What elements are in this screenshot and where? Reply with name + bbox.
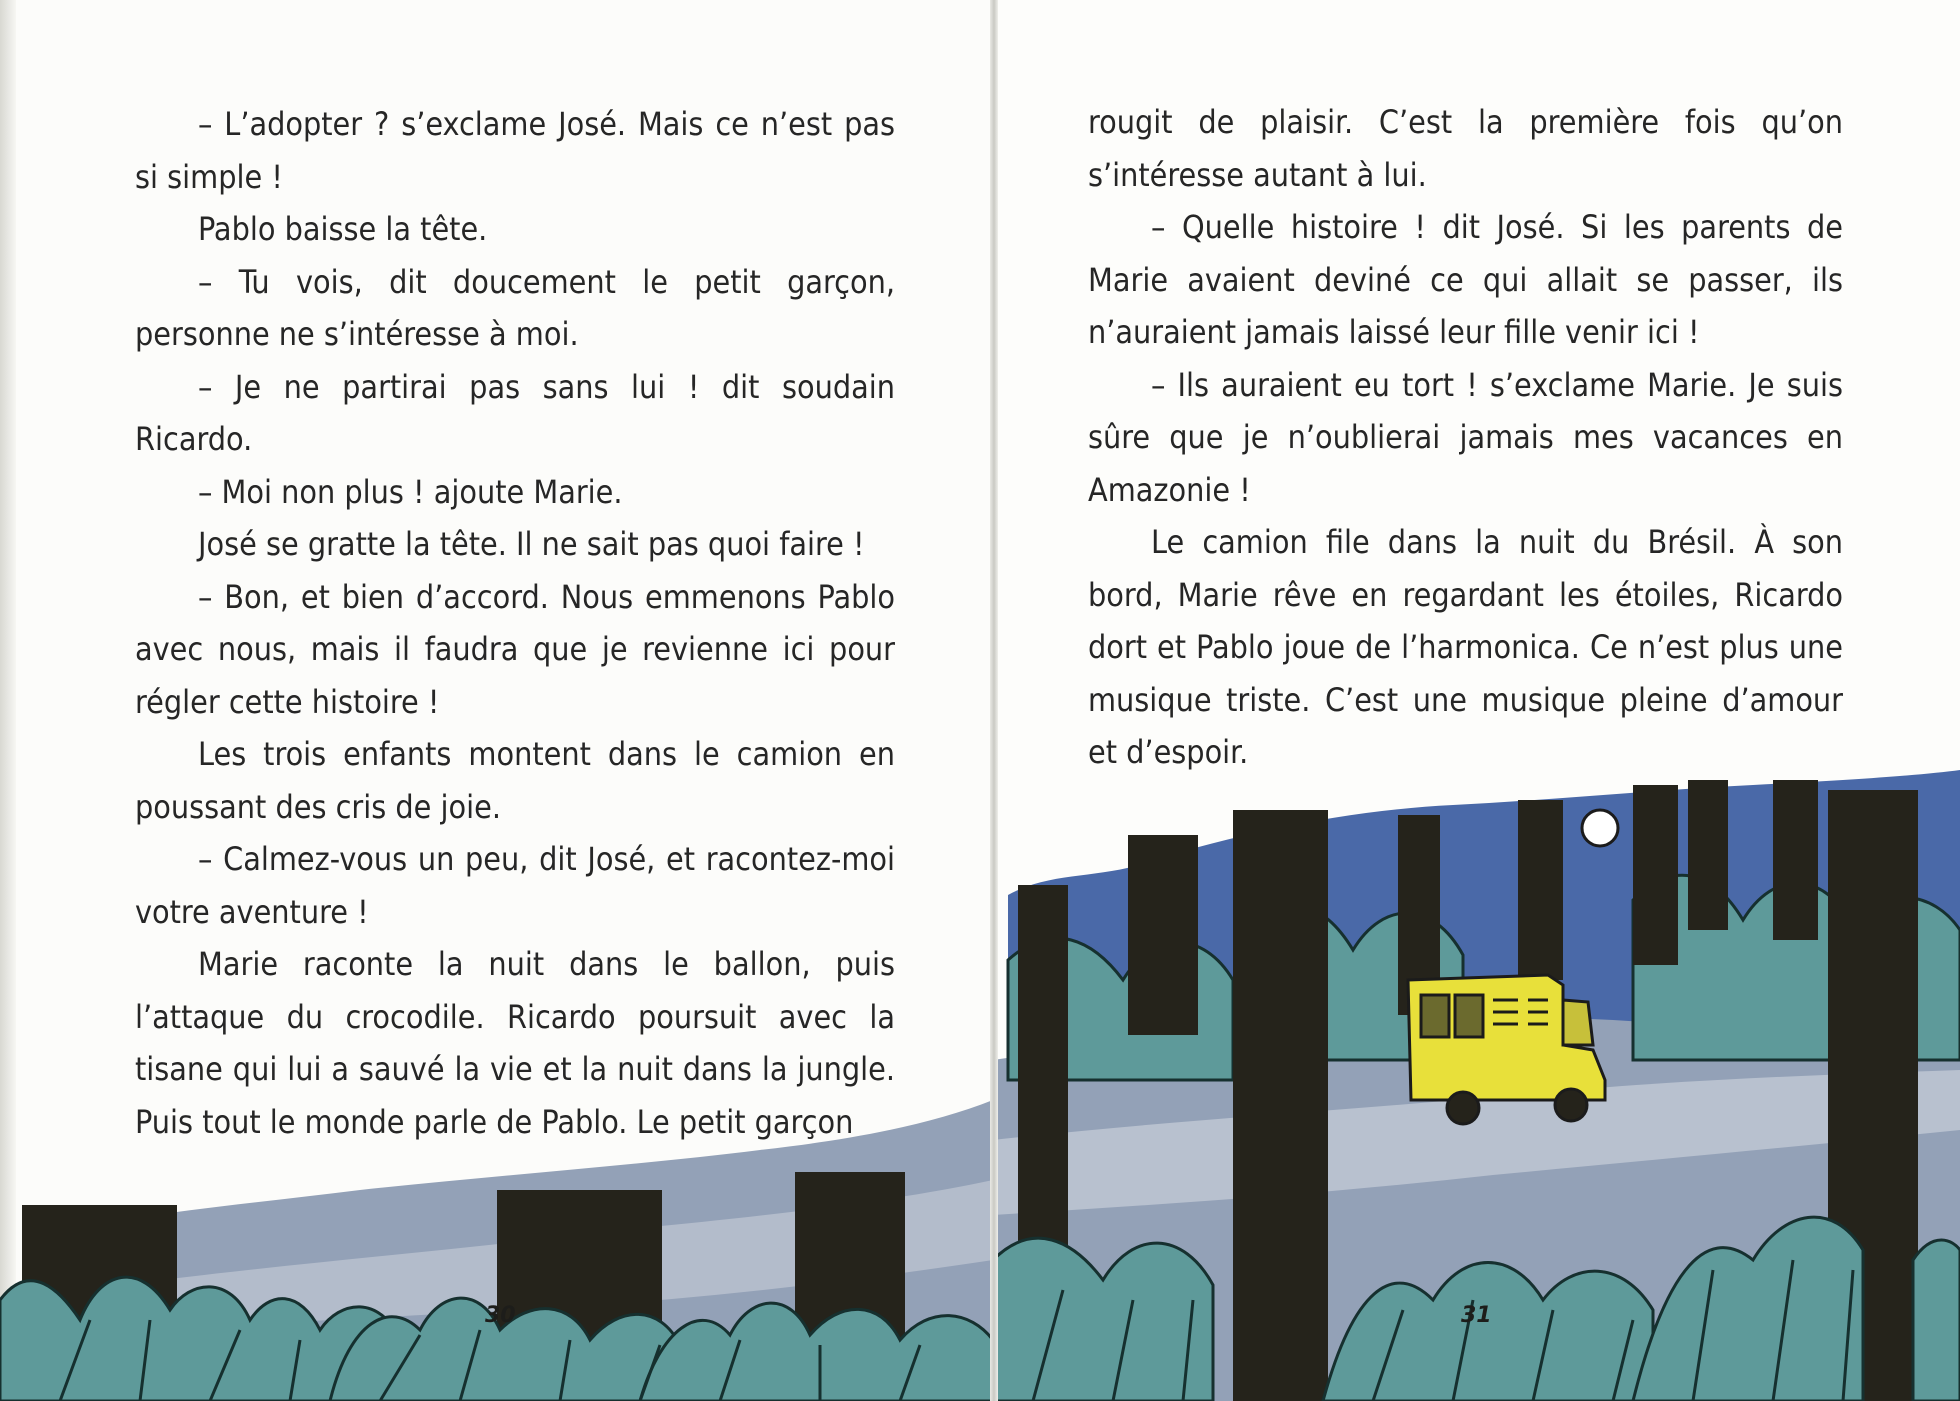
paragraph: Pablo baisse la tête. — [198, 210, 488, 248]
paragraph: – Je ne partirai pas sans lui ! dit soudain Ricardo. — [135, 367, 895, 458]
paragraph: – L’adopter ? s’exclame José. Mais ce n’est pas si simple ! — [135, 105, 895, 196]
book-spine — [990, 0, 998, 1401]
paragraph: José se gratte la tête. Il ne sait pas quoi faire ! — [198, 525, 865, 563]
left-page-text — [135, 98, 895, 1148]
right-page-text — [1088, 96, 1843, 779]
page-number-left: 30 — [485, 1303, 516, 1328]
tree-trunk — [1233, 810, 1328, 1401]
paragraph: – Ils auraient eu tort ! s’exclame Marie. Je suis sûre que je n’oublierai jamais mes vacances en Amazonie ! — [1088, 365, 1843, 509]
tree-trunk — [1018, 885, 1068, 1285]
paragraph: – Quelle histoire ! dit José. Si les parents de Marie avaient deviné ce qui allait se passer, ils n’auraient jamais laissé leur fille venir ici ! — [1088, 208, 1843, 351]
tree-trunk — [1633, 785, 1678, 965]
tree-trunk — [1128, 835, 1198, 1035]
moon — [1582, 810, 1618, 846]
right-page — [993, 0, 1960, 1401]
tree-trunk — [1688, 780, 1728, 930]
paragraph: – Tu vois, dit doucement le petit garçon, personne ne s’intéresse à moi. — [135, 262, 895, 353]
paragraph: – Calmez-vous un peu, dit José, et racontez-moi votre aventure ! — [135, 840, 895, 931]
paragraph: rougit de plaisir. C’est la première fois qu’on s’intéresse autant à lui. — [1088, 103, 1843, 194]
paragraph: Marie raconte la nuit dans le ballon, puis l’attaque du crocodile. Ricardo poursuit avec la tisane qui lui a sauvé la vie et la nuit dans la jungle. Puis tout le monde parle de Pablo. Le petit garçon — [135, 945, 895, 1141]
tree-trunk — [1773, 780, 1818, 940]
tree-trunk — [1518, 800, 1563, 980]
paragraph: Le camion file dans la nuit du Brésil. À son bord, Marie rêve en regardant les étoiles, Ricardo dort et Pablo joue de l’harmonica. Ce n’est plus une musique triste. C’est une musique pleine d’amour et d’espoir. — [1088, 523, 1843, 771]
page-number-right: 31 — [1461, 1303, 1492, 1328]
paragraph: Les trois enfants montent dans le camion en poussant des cris de joie. — [135, 735, 895, 826]
paragraph: – Moi non plus ! ajoute Marie. — [198, 472, 623, 511]
paragraph: – Bon, et bien d’accord. Nous emmenons Pablo avec nous, mais il faudra que je revienne ici pour régler cette histoire ! — [135, 577, 895, 721]
